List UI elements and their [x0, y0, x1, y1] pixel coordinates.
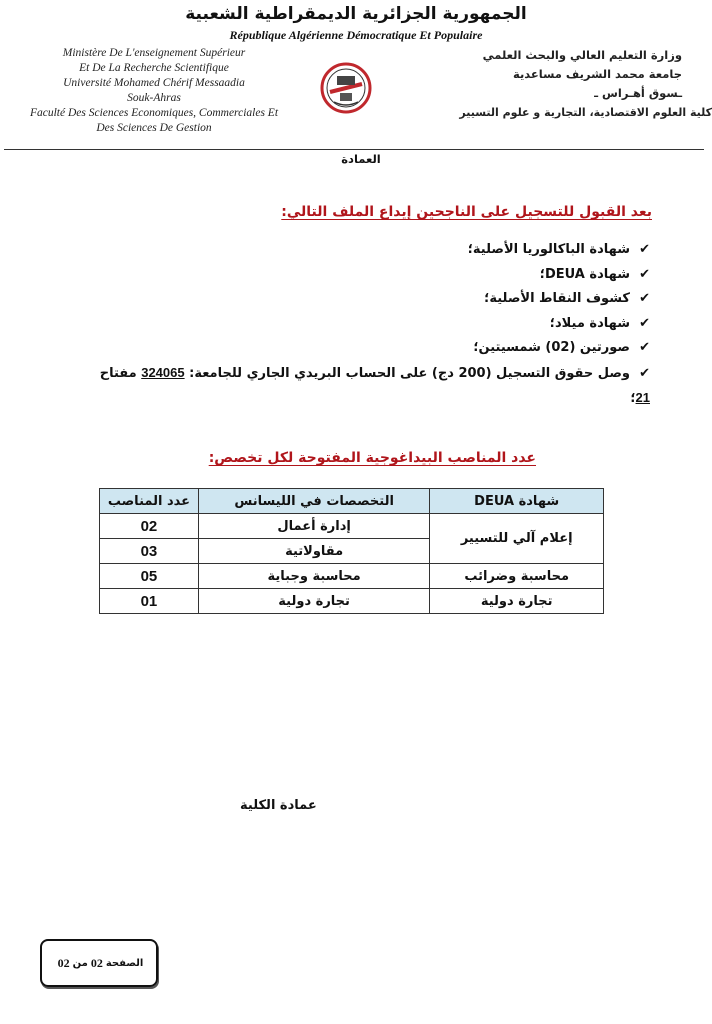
table-row	[100, 514, 604, 539]
check-icon: ✔	[639, 340, 650, 355]
page-label: الصفحة	[105, 957, 144, 969]
republic-title-fr: République Algérienne Démocratique Et Populaire	[229, 28, 483, 42]
fr-line: Ministère De L'enseignement Supérieur	[62, 47, 246, 59]
institution-ar	[382, 46, 712, 122]
fr-line: Université Mohamed Chérif Messaadia	[63, 77, 245, 89]
licence-cell: مقاولاتية	[198, 539, 430, 564]
ar-line: جامعة محمد الشريف مساعدية	[512, 67, 682, 81]
licence-cell: إدارة أعمال	[198, 514, 430, 539]
department-label: العمادة	[341, 152, 381, 166]
seats-table	[99, 488, 604, 614]
check-icon: ✔	[639, 291, 650, 306]
count-cell: 03	[100, 539, 199, 564]
count-cell: 05	[100, 564, 199, 589]
licence-cell: محاسبة وجباية	[198, 564, 430, 589]
check-icon: ✔	[639, 365, 650, 381]
postal-account: 324065	[141, 364, 185, 380]
col-header-deua: شهادة DEUA	[430, 489, 604, 514]
faculty-signature: عمادة الكلية	[240, 798, 317, 813]
page-of: من	[72, 957, 88, 969]
account-key: 21	[635, 389, 650, 405]
list-item: ✔شهادة الباكالوريا الأصلية؛	[90, 238, 650, 263]
fr-line: Et De La Recherche Scientifique	[79, 62, 229, 74]
ar-line: وزارة التعليم العالي والبحث العلمي	[482, 48, 682, 62]
fee-text: وصل حقوق التسجيل (200 دج) على الحساب البريدي الجاري للجامعة:	[189, 365, 630, 381]
seats-title: عدد المناصب البيداغوجية المفتوحة لكل تخصص:	[208, 450, 536, 466]
ar-line: كلية العلوم الاقتصادية، التجارية و علوم التسيير	[459, 106, 712, 119]
deua-cell: إعلام آلي للتسيير	[430, 514, 604, 564]
fr-line: Souk-Ahras	[127, 92, 181, 104]
col-header-licence: التخصصات في الليسانس	[198, 489, 430, 514]
page-current: 02	[90, 955, 103, 970]
university-logo	[320, 62, 372, 114]
required-documents	[90, 238, 650, 406]
fr-line: Des Sciences De Gestion	[96, 122, 212, 134]
fr-line: Faculté Des Sciences Economiques, Commerciales Et	[29, 107, 279, 119]
table-row	[100, 564, 604, 589]
licence-cell: تجارة دولية	[198, 589, 430, 614]
list-item: ✔شهادة ميلاد؛	[90, 312, 650, 337]
institution-fr	[8, 46, 300, 136]
check-icon: ✔	[639, 242, 650, 257]
check-icon: ✔	[639, 266, 650, 282]
file-intro: بعد القبول للتسجيل على الناجحين إيداع الملف التالي:	[281, 204, 652, 220]
list-item: ✔كشوف النقاط الأصلية؛	[90, 287, 650, 312]
fee-item: ✔وصل حقوق التسجيل (200 دج) على الحساب البريدي الجاري للجامعة: 324065 مفتاح 21؛	[90, 361, 650, 386]
header-divider	[4, 149, 704, 150]
count-cell: 01	[100, 589, 199, 614]
list-item: ✔شهادة DEUA؛	[90, 263, 650, 288]
table-row	[100, 589, 604, 614]
key-label: مفتاح	[99, 365, 137, 381]
col-header-count: عدد المناصب	[100, 489, 199, 514]
deua-cell: تجارة دولية	[430, 589, 604, 614]
check-icon: ✔	[639, 315, 650, 331]
deua-cell: محاسبة وضرائب	[430, 564, 604, 589]
table-header-row	[100, 489, 604, 514]
republic-title-ar: الجمهورية الجزائرية الديمقراطية الشعبية	[185, 4, 527, 24]
ar-line: ـسوق أهـراس ـ	[594, 86, 682, 100]
page-total: 02	[57, 955, 70, 970]
count-cell: 02	[100, 514, 199, 539]
page-number-box	[40, 939, 158, 987]
list-item: ✔صورتين (02) شمسيتين؛	[90, 336, 650, 361]
